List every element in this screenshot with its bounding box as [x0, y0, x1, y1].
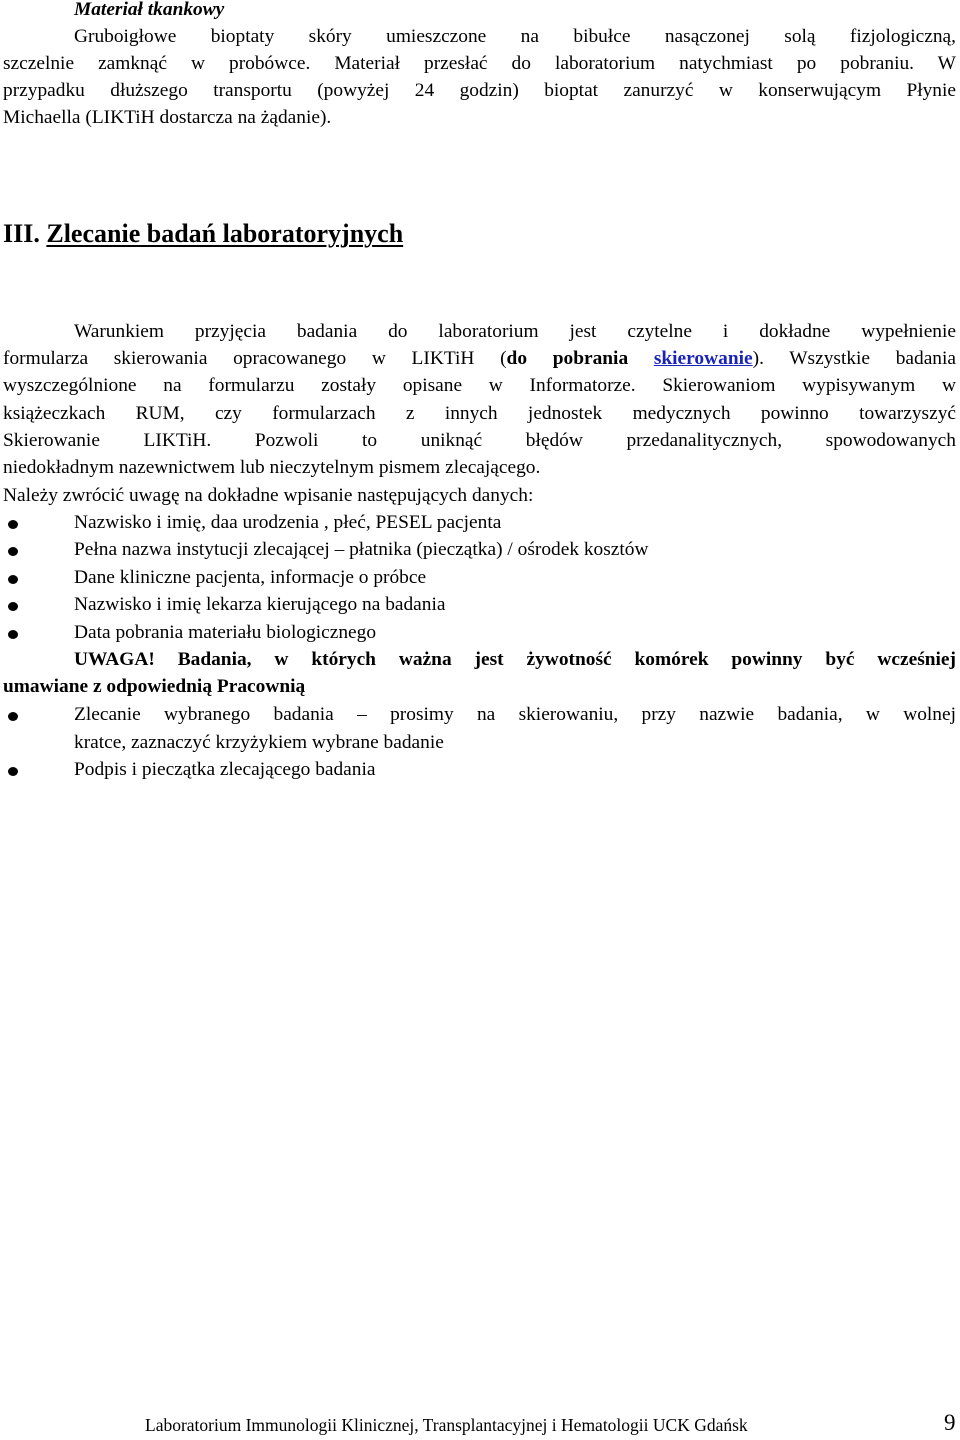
text-span: formularza skierowania opracowanego w LIKTiH (: [3, 348, 507, 369]
warning-label: UWAGA!: [74, 649, 155, 670]
list-item: Data pobrania materiału biologicznego: [74, 622, 377, 643]
bullet-icon: [8, 602, 18, 611]
bullet-icon: [8, 520, 18, 529]
warning-text: Badania, w których ważna jest żywotność komórek powinny być wcześniej: [154, 649, 956, 670]
page-footer: Laboratorium Immunologii Klinicznej, Transplantacyjnej i Hematologii UCK Gdańsk: [145, 1415, 748, 1435]
paragraph-line: Gruboigłowe bioptaty skóry umieszczone na bibułce nasączonej solą fizjologiczną,: [74, 26, 956, 47]
section-title: Zlecanie badań laboratoryjnych: [46, 219, 404, 248]
list-item: Dane kliniczne pacjenta, informacje o próbce: [74, 567, 427, 588]
section-heading: [3, 219, 403, 249]
paragraph-line: niedokładnym nazewnictwem lub nieczytelnym pismem zlecającego.: [3, 457, 541, 478]
warning-line: umawiane z odpowiednią Pracownią: [3, 676, 306, 697]
list-item: Podpis i pieczątka zlecającego badania: [74, 759, 376, 780]
page-number: 9: [944, 1410, 956, 1435]
paragraph-line: [3, 345, 956, 373]
text-span: ). Wszystkie badania: [752, 348, 957, 369]
referral-form-link[interactable]: skierowanie: [653, 348, 753, 369]
list-item: Zlecanie wybranego badania – prosimy na skierowaniu, przy nazwie badania, w wolnej: [74, 704, 956, 725]
list-item-continuation: kratce, zaznaczyć krzyżykiem wybrane badanie: [74, 732, 444, 753]
paragraph-line: Michaella (LIKTiH dostarcza na żądanie).: [3, 107, 332, 128]
download-label: do pobrania: [506, 348, 654, 369]
paragraph-line: Skierowanie LIKTiH. Pozwoli to uniknąć błędów przedanalitycznych, spowodowanych: [3, 430, 956, 451]
paragraph-line: książeczkach RUM, czy formularzach z innych jednostek medycznych powinno towarzyszyć: [3, 403, 956, 424]
bullet-icon: [8, 547, 18, 556]
section-number: III.: [3, 219, 40, 248]
paragraph-line: przypadku dłuższego transportu (powyżej 24 godzin) bioptat zanurzyć w konserwującym Płynie: [3, 80, 956, 101]
paragraph-line: Warunkiem przyjęcia badania do laboratorium jest czytelne i dokładne wypełnienie: [74, 321, 956, 342]
paragraph-line: szczelnie zamknąć w probówce. Materiał przesłać do laboratorium natychmiast po pobraniu. W: [3, 53, 956, 74]
list-item: Nazwisko i imię, daa urodzenia , płeć, PESEL pacjenta: [74, 512, 502, 533]
bullet-icon: [8, 575, 18, 584]
bullet-icon: [8, 767, 18, 776]
paragraph-line: Należy zwrócić uwagę na dokładne wpisanie następujących danych:: [3, 485, 534, 506]
bullet-icon: [8, 712, 18, 721]
warning-line: [74, 646, 956, 674]
bullet-icon: [8, 630, 18, 639]
subsection-title: Materiał tkankowy: [74, 0, 225, 20]
list-item: Pełna nazwa instytucji zlecającej – płatnika (pieczątka) / ośrodek kosztów: [74, 539, 649, 560]
paragraph-line: wyszczególnione na formularzu zostały opisane w Informatorze. Skierowaniom wypisywanym w: [3, 375, 956, 396]
list-item: Nazwisko i imię lekarza kierującego na badania: [74, 594, 446, 615]
